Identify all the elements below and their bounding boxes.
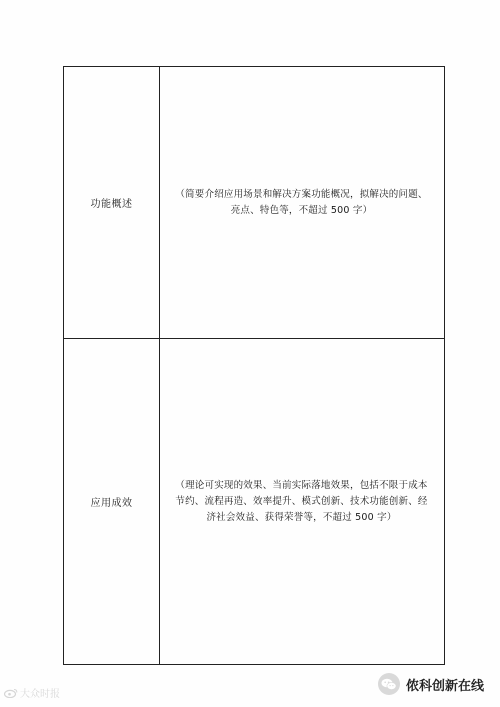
row-instruction-text: （简要介绍应用场景和解决方案功能概况，拟解决的问题、亮点、特色等，不超过 500 字）	[175, 188, 428, 216]
row-label-cell	[64, 339, 160, 664]
row-content-cell	[159, 67, 444, 338]
source-watermark	[4, 685, 60, 700]
account-watermark	[378, 673, 484, 695]
row-label: 功能概述	[90, 199, 133, 210]
row-instruction-text: （理论可实现的效果、当前实际落地效果，包括不限于成本节约、流程再造、效率提升、模式创新、技术功能创新、经济社会效益、获得荣誉等，不超过 500 字）	[175, 479, 428, 523]
watermark-left-text: 大众时报	[20, 689, 60, 700]
weibo-logo-icon	[4, 688, 18, 698]
row-content-cell	[159, 339, 444, 664]
row-label-cell	[64, 67, 160, 338]
table-row-function-overview	[64, 67, 444, 339]
wechat-logo-icon	[378, 673, 400, 695]
application-form-table	[63, 66, 445, 665]
row-label: 应用成效	[90, 498, 133, 509]
table-row-application-results	[64, 339, 444, 664]
watermark-right-text: 侬科创新在线	[405, 678, 484, 694]
